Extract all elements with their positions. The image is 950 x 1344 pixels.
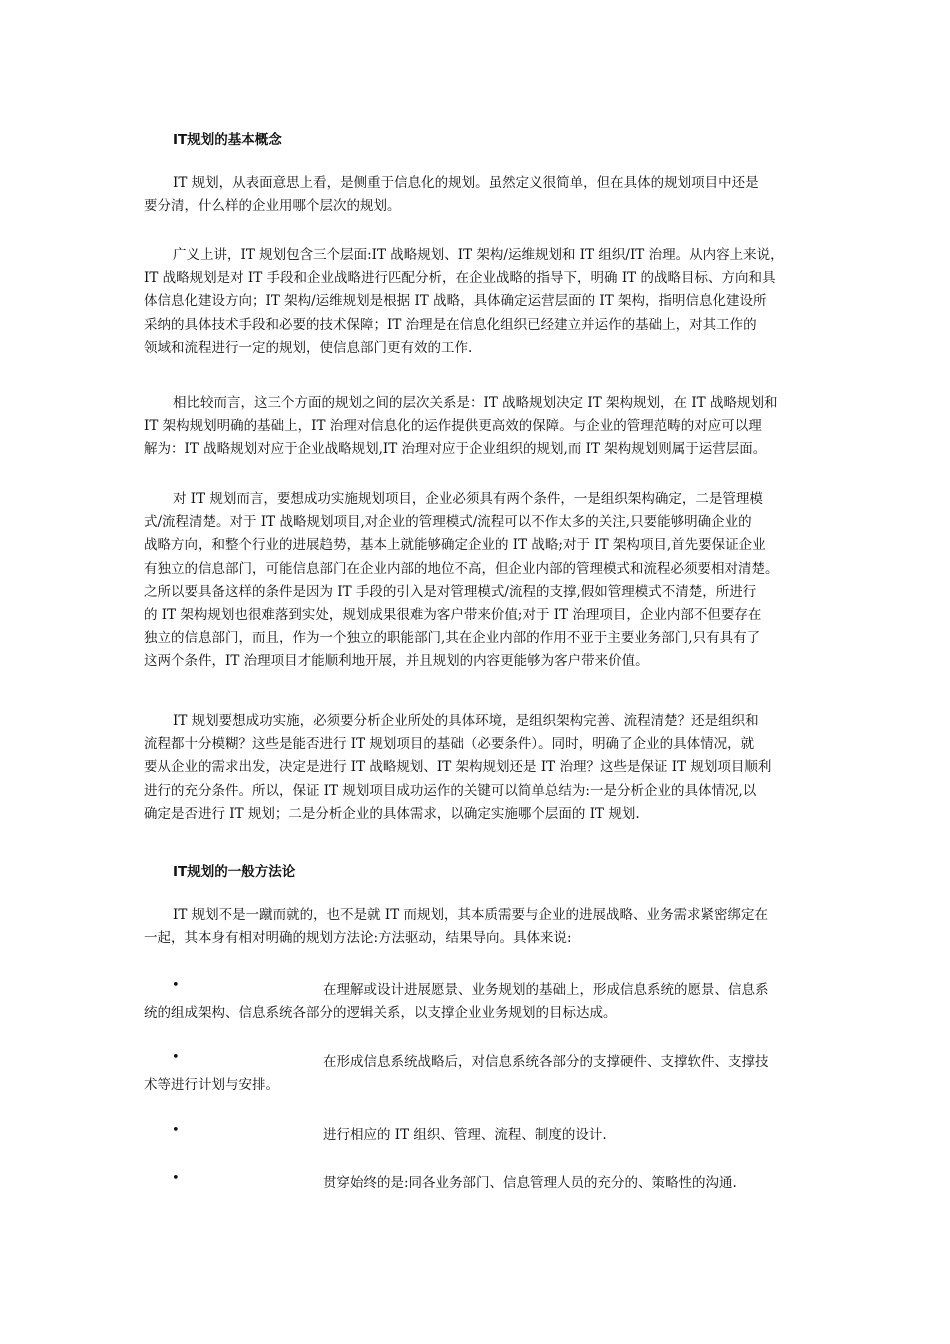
paragraph-4: [144, 488, 808, 674]
paragraph-line: IT 架构规划明确的基础上，IT 治理对信息化的运作提供更高效的保障。与企业的管理范畴的对应可以理: [144, 418, 762, 435]
paragraph-line: 流程都十分模糊？这些是能否进行 IT 规划项目的基础（必要条件）。同时，明确了企业的具体情况，就: [144, 736, 755, 753]
paragraph-line: 之所以要具备这样的条件是因为 IT 手段的引入是对管理模式/流程的支撑,假如管理模式不清楚，所进行: [144, 583, 757, 600]
bullet-marker: •: [172, 1050, 180, 1065]
paragraph-line: 领域和流程进行一定的规划，使信息部门更有效的工作.: [144, 339, 473, 356]
paragraph-1: [144, 172, 808, 218]
bullet-text-continued: 统的组成架构、信息系统各部分的逻辑关系，以支撑企业业务规划的目标达成。: [144, 1005, 617, 1021]
paragraph-line: 的 IT 架构规划也很难落到实处，规划成果很难为客户带来价值;对于 IT 治理项目，企业内部不但要存在: [144, 606, 762, 623]
paragraph-line: 要分清，什么样的企业用哪个层次的规划。: [144, 198, 401, 215]
paragraph-line: IT 规划不是一蹴而就的，也不是就 IT 而规划，其本质需要与企业的进展战略、业务需求紧密绑定在: [173, 907, 769, 923]
bullet-text: 进行相应的 IT 组织、管理、流程、制度的设计.: [323, 1127, 607, 1143]
paragraph-line: 对 IT 规划而言，要想成功实施规划项目，企业必须具有两个条件，一是组织架构确定，二是管理模: [173, 491, 763, 507]
paragraph-line: 独立的信息部门，而且，作为一个独立的职能部门,其在企业内部的作用不亚于主要业务部门,只有具有了: [144, 630, 761, 647]
paragraph-line: 这两个条件，IT 治理项目才能顺利地开展，并且规划的内容更能够为客户带来价值。: [144, 653, 649, 670]
section-heading-methodology: IT规划的一般方法论: [173, 864, 296, 880]
paragraph-line: IT 战略规划是对 IT 手段和企业战略进行匹配分析，在企业战略的指导下，明确 IT 的战略目标、方向和具: [144, 270, 776, 287]
bullet-marker: •: [172, 978, 180, 993]
bullet-text-continued: 术等进行计划与安排。: [144, 1077, 279, 1093]
bullet-text: 贯穿始终的是:同各业务部门、信息管理人员的充分的、策略性的沟通.: [323, 1175, 737, 1191]
paragraph-line: 式/流程清楚。对于 IT 战略规划项目,对企业的管理模式/流程可以不作太多的关注,只要能够明确企业的: [144, 514, 752, 531]
bullet-marker: •: [172, 1171, 180, 1186]
bullet-text: 在理解或设计进展愿景、业务规划的基础上，形成信息系统的愿景、信息系: [323, 982, 769, 998]
paragraph-line: 要从企业的需求出发，决定是进行 IT 战略规划、IT 架构规划还是 IT 治理？这些是保证 IT 规划项目顺利: [144, 759, 772, 776]
paragraph-line: 进行的充分条件。所以，保证 IT 规划项目成功运作的关键可以简单总结为:一是分析企业的具体情况,以: [144, 782, 757, 799]
paragraph-line: 解为：IT 战略规划对应于企业战略规划,IT 治理对应于企业组织的规划,而 IT 架构规划则属于运营层面。: [144, 441, 767, 458]
paragraph-line: IT 规划要想成功实施，必须要分析企业所处的具体环境，是组织架构完善、流程清楚？还是组织和: [173, 713, 759, 729]
section-heading-basic-concept: IT规划的基本概念: [173, 132, 282, 148]
paragraph-line: 一起，其本身有相对明确的规划方法论:方法驱动，结果导向。具体来说:: [144, 930, 572, 947]
bullet-text: 在形成信息系统战略后，对信息系统各部分的支撑硬件、支撑软件、支撑技: [323, 1054, 769, 1070]
paragraph-2: [144, 244, 808, 360]
paragraph-line: 相比较而言，这三个方面的规划之间的层次关系是：IT 战略规划决定 IT 架构规划，在 IT 战略规划和: [173, 395, 778, 411]
paragraph-3: [144, 392, 808, 462]
paragraph-line: 有独立的信息部门，可能信息部门在企业内部的地位不高，但企业内部的管理模式和流程必须要相对清楚。: [144, 560, 779, 577]
paragraph-line: 战略方向，和整个行业的进展趋势，基本上就能够确定企业的 IT 战略;对于 IT 架构项目,首先要保证企业: [144, 537, 766, 554]
paragraph-line: 采纳的具体技术手段和必要的技术保障；IT 治理是在信息化组织已经建立并运作的基础上，对其工作的: [144, 316, 757, 333]
paragraph-line: 体信息化建设方向；IT 架构/运维规划是根据 IT 战略，具体确定运营层面的 IT 架构，指明信息化建设所: [144, 293, 767, 310]
paragraph-line: 广义上讲，IT 规划包含三个层面:IT 战略规划、IT 架构/运维规划和 IT 组织/IT 治理。从内容上来说，: [173, 247, 784, 263]
bullet-marker: •: [172, 1123, 180, 1138]
paragraph-6: [144, 904, 808, 950]
paragraph-5: [144, 710, 808, 826]
paragraph-line: IT 规划，从表面意思上看，是侧重于信息化的规划。虽然定义很简单，但在具体的规划项目中还是: [173, 175, 759, 191]
paragraph-line: 确定是否进行 IT 规划；二是分析企业的具体需求，以确定实施哪个层面的 IT 规划.: [144, 805, 640, 822]
